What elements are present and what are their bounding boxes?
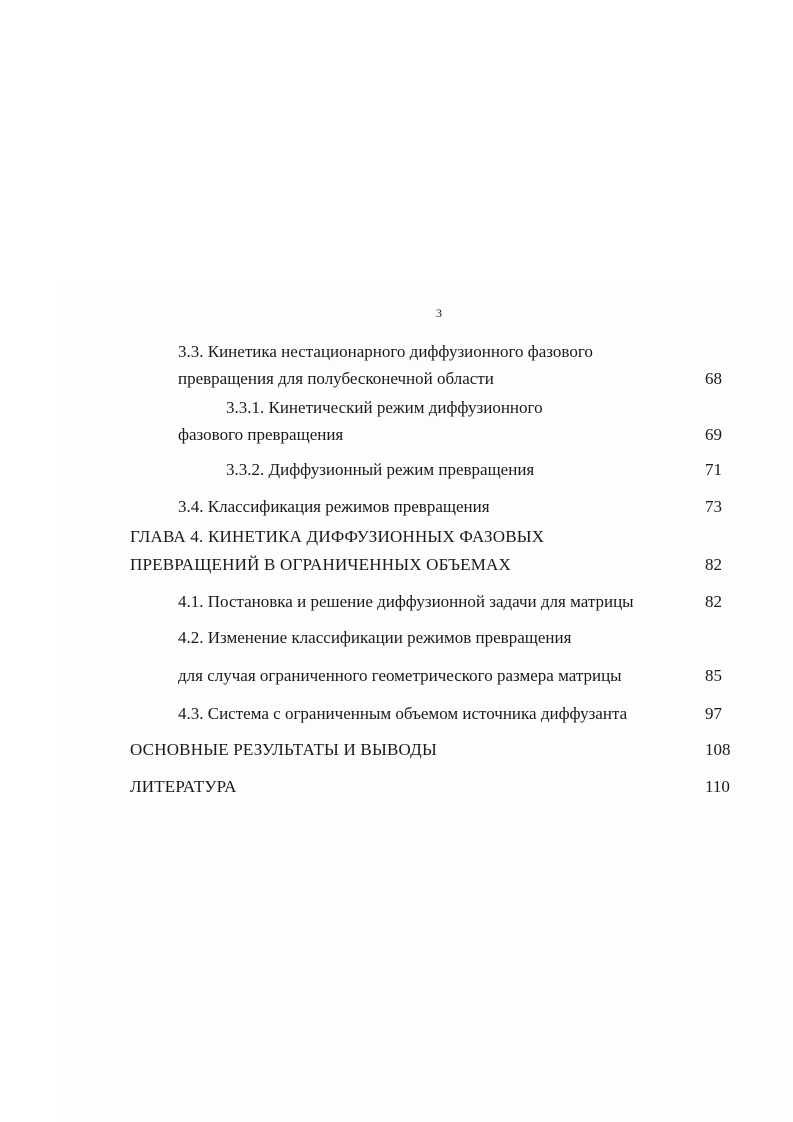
toc-entry-3-3-page: 68 bbox=[705, 369, 722, 388]
toc-chapter-4-title-line2: ПРЕВРАЩЕНИЙ В ОГРАНИЧЕННЫХ ОБЪЕМАХ bbox=[130, 555, 512, 574]
toc-entry-3-4-page: 73 bbox=[705, 497, 722, 516]
toc-entry-4-3-page: 97 bbox=[705, 704, 722, 723]
toc-results-page: 108 bbox=[705, 740, 731, 759]
toc-entry-4-2-page: 85 bbox=[705, 666, 722, 685]
page-number: 3 bbox=[436, 306, 442, 320]
toc-literature-page: 110 bbox=[705, 777, 730, 796]
toc-entry-3-3-title-line1: 3.3. Кинетика нестационарного диффузионного фазового bbox=[178, 342, 593, 361]
toc-entry-4-2-title-line2: для случая ограниченного геометрического размера матрицы bbox=[178, 666, 622, 685]
toc-chapter-4-page: 82 bbox=[705, 555, 722, 574]
toc-entry-3-3-1-title-line1: 3.3.1. Кинетический режим диффузионного bbox=[226, 398, 543, 417]
toc-literature-title: ЛИТЕРАТУРА bbox=[130, 777, 237, 796]
toc-entry-4-1-title: 4.1. Постановка и решение диффузионной задачи для матрицы bbox=[178, 592, 634, 611]
toc-entry-3-3-2-title: 3.3.2. Диффузионный режим превращения bbox=[226, 460, 535, 479]
toc-results-title: ОСНОВНЫЕ РЕЗУЛЬТАТЫ И ВЫВОДЫ bbox=[130, 740, 437, 759]
toc-chapter-4-title-line1: ГЛАВА 4. КИНЕТИКА ДИФФУЗИОННЫХ ФАЗОВЫХ bbox=[130, 527, 545, 546]
toc-entry-3-3-title-line2: превращения для полубесконечной области bbox=[178, 369, 494, 388]
toc-entry-4-2-title-line1: 4.2. Изменение классификации режимов превращения bbox=[178, 628, 572, 647]
toc-entry-4-3-title: 4.3. Система с ограниченным объемом источника диффузанта bbox=[178, 704, 628, 723]
toc-entry-3-3-2-page: 71 bbox=[705, 460, 722, 479]
toc-entry-3-3-1-title-line2: фазового превращения bbox=[178, 425, 344, 444]
toc-entry-3-3-1-page: 69 bbox=[705, 425, 722, 444]
toc-entry-4-1-page: 82 bbox=[705, 592, 722, 611]
toc-entry-3-4-title: 3.4. Классификация режимов превращения bbox=[178, 497, 490, 516]
